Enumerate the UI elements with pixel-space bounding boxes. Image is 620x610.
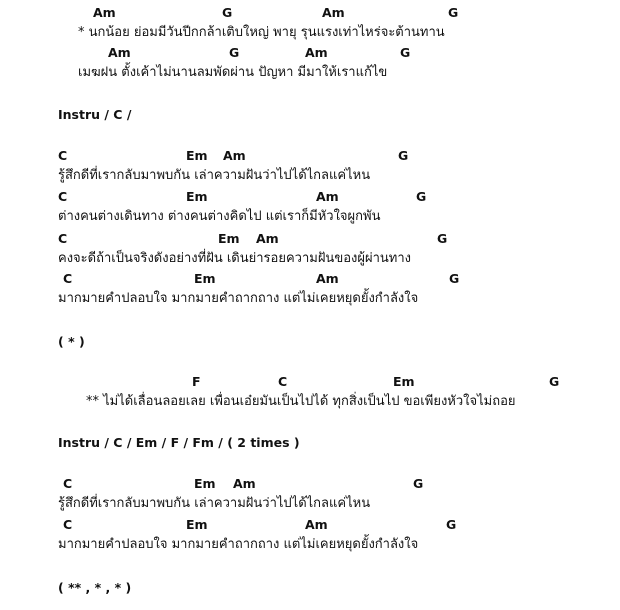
chord: Am bbox=[316, 189, 339, 204]
section-line bbox=[0, 579, 620, 597]
chord: G bbox=[222, 5, 233, 20]
lyric: มากมายคำปลอบใจ มากมายคำถากถาง แต่ไม่เคยหยุดยั้งกำลังใจ bbox=[58, 291, 419, 306]
chord-line bbox=[0, 4, 620, 22]
chord: Em bbox=[194, 476, 216, 491]
chord: F bbox=[192, 374, 201, 389]
chord: Am bbox=[108, 45, 131, 60]
chord: G bbox=[398, 148, 409, 163]
chord: Em bbox=[194, 271, 216, 286]
chord: Am bbox=[305, 517, 328, 532]
chord: G bbox=[446, 517, 457, 532]
chord: C bbox=[58, 189, 68, 204]
chord: Am bbox=[223, 148, 246, 163]
chord: Am bbox=[305, 45, 328, 60]
chord: C bbox=[63, 271, 73, 286]
chord: Am bbox=[233, 476, 256, 491]
lyric-line bbox=[0, 495, 620, 513]
chord: G bbox=[549, 374, 560, 389]
lyric-line bbox=[0, 24, 620, 42]
lyric-line bbox=[0, 536, 620, 554]
lyric-line bbox=[0, 250, 620, 268]
chord-line bbox=[0, 270, 620, 288]
lyric: ต่างคนต่างเดินทาง ต่างคนต่างคิดไป แต่เราก็มีหัวใจผูกพัน bbox=[58, 209, 381, 224]
lyric: มากมายคำปลอบใจ มากมายคำถากถาง แต่ไม่เคยหยุดยั้งกำลังใจ bbox=[58, 537, 419, 552]
lyric-line bbox=[0, 208, 620, 226]
chord: Em bbox=[218, 231, 240, 246]
chord: Am bbox=[93, 5, 116, 20]
instrumental-label: Instru / C / Em / F / Fm / ( 2 times ) bbox=[58, 435, 300, 450]
chord-line bbox=[0, 516, 620, 534]
lyric-line bbox=[0, 167, 620, 185]
chord: G bbox=[449, 271, 460, 286]
chord: C bbox=[63, 476, 73, 491]
chord: C bbox=[58, 231, 68, 246]
lyric-line bbox=[0, 393, 620, 411]
chord: Em bbox=[186, 517, 208, 532]
chord-line bbox=[0, 230, 620, 248]
chord: G bbox=[448, 5, 459, 20]
section-line bbox=[0, 106, 620, 124]
chord: G bbox=[413, 476, 424, 491]
chord-line bbox=[0, 188, 620, 206]
chord: G bbox=[416, 189, 427, 204]
chord-line bbox=[0, 373, 620, 391]
chord: C bbox=[278, 374, 288, 389]
chord: G bbox=[400, 45, 411, 60]
repeat-marker: ( ** , * , * ) bbox=[58, 580, 132, 595]
lyric: รู้สึกดีที่เรากลับมาพบกัน เล่าความฝันว่าไปได้ไกลแค่ไหน bbox=[58, 496, 371, 511]
lyric-line bbox=[0, 290, 620, 308]
lyric: * นกน้อย ย่อมมีวันปีกกล้าเติบใหญ่ พายุ รุนแรงเท่าไหร่จะต้านทาน bbox=[78, 25, 445, 40]
repeat-marker: ( * ) bbox=[58, 334, 85, 349]
chord-line bbox=[0, 147, 620, 165]
chord: G bbox=[437, 231, 448, 246]
chord: Am bbox=[316, 271, 339, 286]
chord: Am bbox=[322, 5, 345, 20]
chord: G bbox=[229, 45, 240, 60]
lyric: คงจะดีถ้าเป็นจริงดังอย่างที่ฝัน เดินย่ารอยความฝันของผู้ผ่านทาง bbox=[58, 251, 411, 266]
chord: Em bbox=[186, 148, 208, 163]
chord: C bbox=[58, 148, 68, 163]
lyric: ** ไม่ได้เลื่อนลอยเลย เพื่อนเอ๋ยมันเป็นไปได้ ทุกสิ่งเป็นไป ขอเพียงหัวใจไม่ถอย bbox=[86, 394, 516, 409]
lyric: รู้สึกดีที่เรากลับมาพบกัน เล่าความฝันว่าไปได้ไกลแค่ไหน bbox=[58, 168, 371, 183]
chord-line bbox=[0, 44, 620, 62]
lyric: เมฆฝน ตั้งเค้าไม่นานลมพัดผ่าน ปัญหา มีมาให้เราแก้ไข bbox=[78, 65, 388, 80]
instrumental-label: Instru / C / bbox=[58, 107, 132, 122]
section-line bbox=[0, 434, 620, 452]
chord: Em bbox=[186, 189, 208, 204]
lyric-line bbox=[0, 64, 620, 82]
chord: C bbox=[63, 517, 73, 532]
chord: Am bbox=[256, 231, 279, 246]
section-line bbox=[0, 333, 620, 351]
chord-line bbox=[0, 475, 620, 493]
chord: Em bbox=[393, 374, 415, 389]
